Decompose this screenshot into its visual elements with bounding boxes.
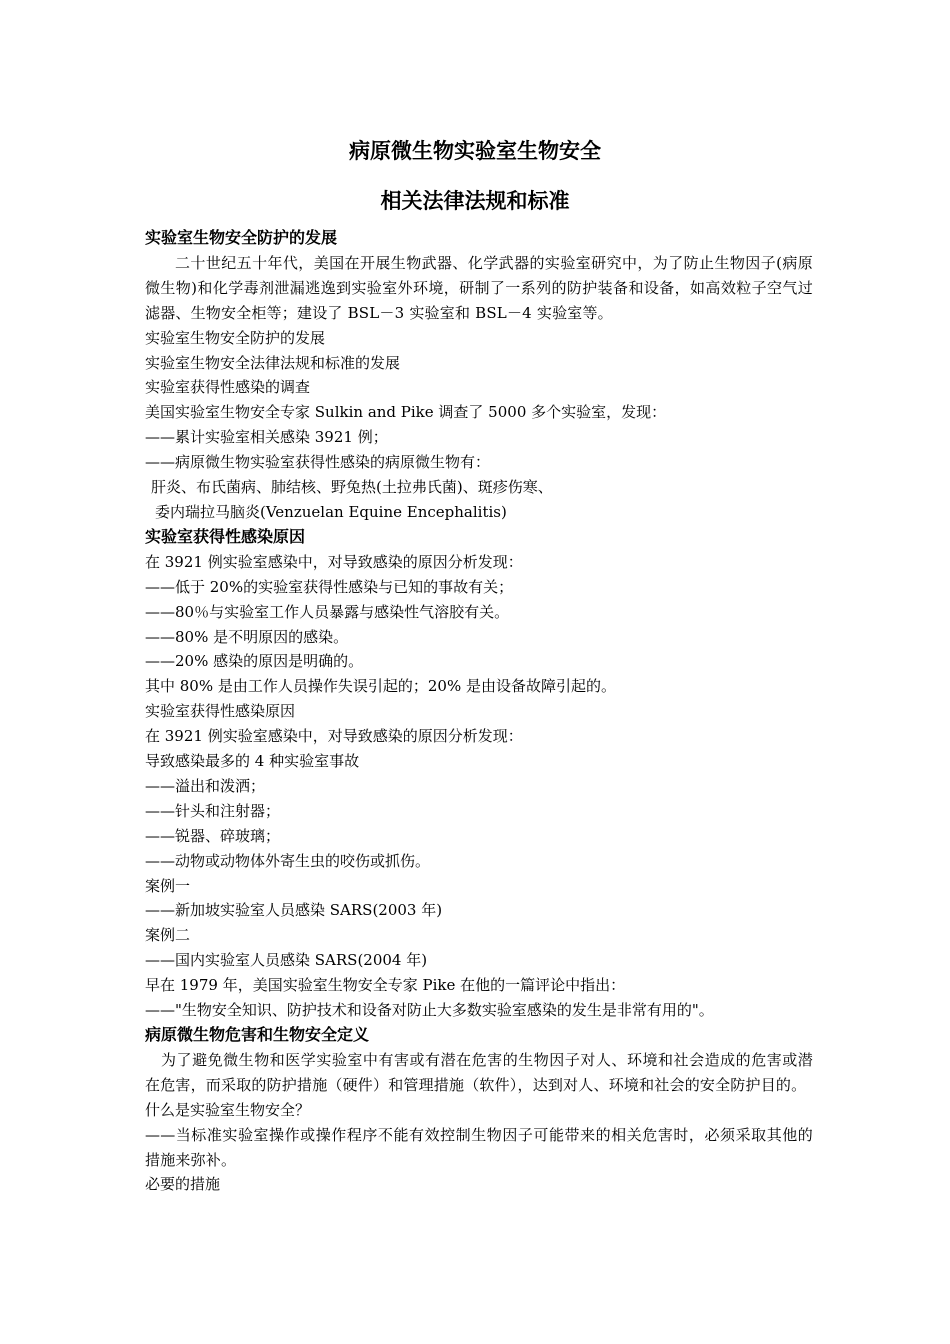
- text-line: 案例二: [145, 926, 191, 945]
- text-line: ——"生物安全知识、防护技术和设备对防止大多数实验室感染的发生是非常有用的"。: [145, 1001, 714, 1020]
- text-line: ——累计实验室相关感染 3921 例；: [145, 428, 388, 447]
- text-line: 实验室生物安全法律法规和标准的发展: [145, 353, 401, 372]
- text-line: ——80％与实验室工作人员暴露与感染性气溶胶有关。: [145, 602, 510, 621]
- text-line: 肝炎、布氏菌病、肺结核、野兔热(土拉弗氏菌)、斑疹伤寒、: [151, 478, 553, 497]
- text-line: ——锐器、碎玻璃；: [145, 826, 281, 845]
- section-heading-infection-causes: 实验室获得性感染原因: [145, 526, 306, 546]
- text-line: 案例一: [145, 876, 191, 895]
- section-heading-development: 实验室生物安全防护的发展: [145, 228, 338, 247]
- text-line: 美国实验室生物安全专家 Sulkin and Pike 调查了 5000 多个实验室，发现：: [145, 403, 667, 422]
- text-line: ——溢出和泼洒；: [145, 776, 266, 795]
- section-heading-definition: 病原微生物危害和生物安全定义: [145, 1025, 370, 1044]
- text-line: 在 3921 例实验室感染中，对导致感染的原因分析发现：: [145, 552, 523, 571]
- text-line: 委内瑞拉马脑炎(Venzuelan Equine Encephalitis): [155, 502, 507, 521]
- text-line: 实验室获得性感染的调查: [145, 378, 311, 397]
- paragraph-measures: ——当标准实验室操作或操作程序不能有效控制生物因子可能带来的相关危害时，必须采取其他的措施来弥补。: [145, 1125, 813, 1169]
- text-line: 导致感染最多的 4 种实验室事故: [145, 752, 360, 771]
- text-line: ——针头和注射器；: [145, 801, 281, 820]
- paragraph-history: 二十世纪五十年代，美国在开展生物武器、化学武器的实验室研究中，为了防止生物因子(病原微生物)和化学毒剂泄漏逃逸到实验室外环境，研制了一系列的防护装备和设备，如高效粒子空气过滤器、生物安全柜等；建设了 BSL－3 实验室和 BSL－4 实验室等。: [145, 253, 813, 322]
- document-body: [145, 226, 813, 1197]
- text-line: ——80% 是不明原因的感染。: [145, 627, 349, 646]
- text-line: 实验室生物安全防护的发展: [145, 328, 326, 347]
- text-line: ——低于 20%的实验室获得性感染与已知的事故有关；: [145, 577, 514, 596]
- text-line: ——20% 感染的原因是明确的。: [145, 652, 364, 671]
- text-line: 其中 80% 是由工作人员操作失误引起的；20% 是由设备故障引起的。: [145, 677, 616, 696]
- paragraph-definition: 为了避免微生物和医学实验室中有害或有潜在危害的生物因子对人、环境和社会造成的危害或潜在危害，而采取的防护措施（硬件）和管理措施（软件），达到对人、环境和社会的安全防护目的。: [145, 1050, 813, 1094]
- text-line: ——新加坡实验室人员感染 SARS(2003 年): [145, 901, 443, 920]
- text-line: ——国内实验室人员感染 SARS(2004 年): [145, 951, 428, 970]
- text-line: 在 3921 例实验室感染中，对导致感染的原因分析发现：: [145, 727, 523, 746]
- text-line: 实验室获得性感染原因: [145, 702, 296, 721]
- text-line: 必要的措施: [145, 1175, 221, 1194]
- document-title: 病原微生物实验室生物安全: [349, 139, 601, 163]
- text-line: ——病原微生物实验室获得性感染的病原微生物有：: [145, 453, 491, 472]
- document-subtitle: 相关法律法规和标准: [380, 189, 570, 213]
- text-line: ——动物或动物体外寄生虫的咬伤或抓伤。: [145, 851, 431, 870]
- text-line: 早在 1979 年，美国实验室生物安全专家 Pike 在他的一篇评论中指出：: [145, 976, 626, 995]
- text-line: 什么是实验室生物安全？: [145, 1100, 311, 1119]
